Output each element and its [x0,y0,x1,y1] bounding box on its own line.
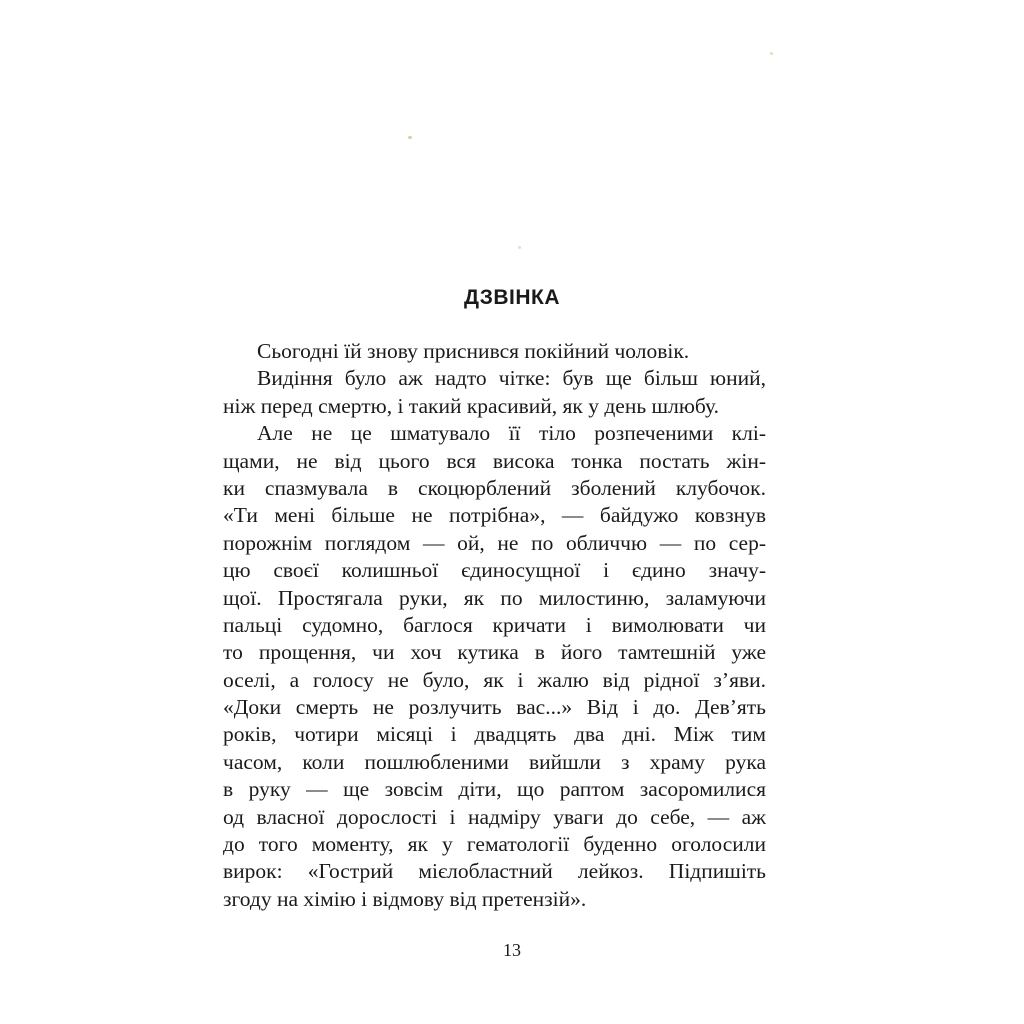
text-line: ки спазмувала в скоцюрблений зболений клубочок. [223,475,766,500]
text-line: цю своєї колишньої єдиносущної і єдино значу- [223,558,766,583]
text-line: пальці судомно, баглося кричати і вимолювати чи [223,612,766,637]
text-line: порожнім поглядом — ой, не по обличчю — по сер- [223,530,766,555]
text-line: щами, не від цього вся висока тонка постать жін- [223,448,766,473]
text-line: ніж перед смертю, і такий красивий, як у день шлюбу. [223,393,719,418]
text-line: вирок: «Гострий мієлобластний лейкоз. Підпишіть [223,859,766,884]
text-line: Але не це шматувало її тіло розпеченими клі- [257,421,766,446]
text-line: років, чотири місяці і двадцять два дні. Між тим [223,722,766,747]
paper-speck [770,52,773,55]
paper-speck [518,246,521,249]
text-line: в руку — ще зовсім діти, що раптом засоромилися [223,777,766,802]
body-text [223,338,766,913]
text-line: оселі, а голосу не було, як і жалю від рідної з’яви. [223,667,766,692]
text-line: до того моменту, як у гематології буденно оголосили [223,832,766,857]
text-line: згоду на хімію і відмову від претензій». [223,886,587,911]
text-line: то прощення, чи хоч кутика в його тамтешній уже [223,640,766,665]
text-line: од власної дорослості і надміру уваги до себе, — аж [223,804,766,829]
text-line: «Доки смерть не розлучить вас...» Від і до. Дев’ять [223,695,766,720]
text-line: Сьогодні їй знову приснився покійний чоловік. [257,339,690,363]
text-line: щої. Простягала руки, як по милостиню, заламуючи [223,585,766,610]
paper-speck [408,136,412,139]
text-line: «Ти мені більше не потрібна», — байдужо ковзнув [223,503,766,528]
text-line: Видіння було аж надто чітке: був ще більш юний, [257,366,766,391]
text-line: часом, коли пошлюбленими вийшли з храму рука [223,749,766,774]
chapter-title: ДЗВІНКА [463,286,561,309]
page-number: 13 [503,940,521,960]
